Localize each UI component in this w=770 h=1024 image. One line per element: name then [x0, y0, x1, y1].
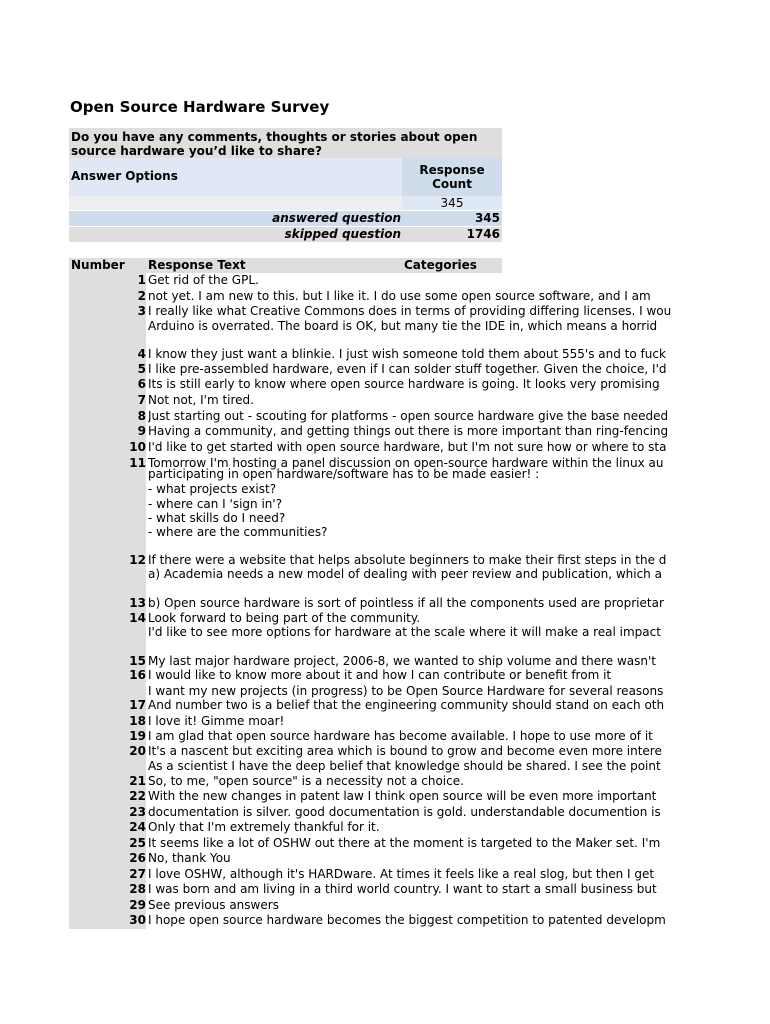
response-text: - where are the communities?: [148, 525, 328, 539]
response-text: I want my new projects (in progress) to be Open Source Hardware for several reasons: [148, 684, 664, 698]
response-text: Just starting out - scouting for platforms - open source hardware give the base needed: [148, 409, 669, 423]
question-text: Do you have any comments, thoughts or stories about open source hardware you’d like to share?: [71, 130, 478, 158]
response-text: I love OSHW, although it's HARDware. At times it feels like a real slog, but then I get: [148, 867, 655, 881]
response-text: Arduino is overrated. The board is OK, but many tie the IDE in, which means a horrid: [148, 319, 658, 333]
response-number: 7: [137, 393, 146, 407]
response-text: As a scientist I have the deep belief that knowledge should be shared. I see the point: [148, 759, 661, 773]
response-text: My last major hardware project, 2006-8, we wanted to ship volume and there wasn't: [148, 654, 656, 668]
skipped-question-label: skipped question: [284, 227, 401, 241]
response-text: Having a community, and getting things out there is more important than ring-fencing: [148, 424, 669, 438]
number-column-header: Number: [71, 258, 125, 272]
response-text: not yet. I am new to this. but I like it. I do use some open source software, and I am: [148, 289, 651, 303]
response-number: 6: [137, 377, 146, 391]
response-text: Get rid of the GPL.: [148, 273, 259, 287]
response-text: No, thank You: [148, 851, 231, 865]
page-title: Open Source Hardware Survey: [70, 98, 330, 116]
answered-question-value: 345: [474, 211, 500, 225]
response-number: 20: [129, 744, 146, 758]
response-text-column-header: Response Text: [148, 258, 246, 272]
response-text: I really like what Creative Commons does in terms of providing differing licenses. I wou: [148, 304, 672, 318]
response-text: So, to me, "open source" is a necessity not a choice.: [148, 774, 464, 788]
response-number: 2: [137, 289, 146, 303]
response-text: It's a nascent but exciting area which is bound to grow and become even more intere: [148, 744, 662, 758]
response-number: 21: [129, 774, 146, 788]
response-number: 30: [129, 913, 146, 927]
response-text: And number two is a belief that the engineering community should stand on each oth: [148, 698, 665, 712]
categories-column-header: Categories: [404, 258, 477, 272]
response-number: 26: [129, 851, 146, 865]
response-number: 22: [129, 789, 146, 803]
response-number: 12: [129, 553, 146, 567]
response-number: 5: [137, 362, 146, 376]
response-text: I am glad that open source hardware has become available. I hope to use more of it: [148, 729, 653, 743]
response-text: a) Academia needs a new model of dealing with peer review and publication, which a: [148, 567, 662, 581]
response-text: I'd like to see more options for hardware at the scale where it will make a real impact: [148, 625, 661, 639]
answered-question-label: answered question: [272, 211, 401, 225]
response-text: I hope open source hardware becomes the biggest competition to patented developm: [148, 913, 666, 927]
response-number: 25: [129, 836, 146, 850]
response-text: I would like to know more about it and how I can contribute or benefit from it: [148, 668, 612, 682]
response-number: 4: [137, 347, 146, 361]
response-number: 8: [137, 409, 146, 423]
response-text: I love it! Gimme moar!: [148, 714, 285, 728]
response-text: See previous answers: [148, 898, 279, 912]
response-text: I know they just want a blinkie. I just wish someone told them about 555's and to fuck: [148, 347, 666, 361]
response-text: Tomorrow I'm hosting a panel discussion on open-source hardware within the linux au: [148, 456, 664, 470]
response-text: I'd like to get started with open source hardware, but I'm not sure how or where to sta: [148, 440, 667, 454]
answer-options-label: Answer Options: [71, 169, 178, 183]
response-number: 9: [137, 424, 146, 438]
response-number: 10: [129, 440, 146, 454]
response-number: 18: [129, 714, 146, 728]
response-number: 14: [129, 611, 146, 625]
response-number: 16: [129, 668, 146, 682]
response-text: - what skills do I need?: [148, 511, 286, 525]
response-number: 13: [129, 596, 146, 610]
response-text: Its is still early to know where open source hardware is going. It looks very promising: [148, 377, 660, 391]
response-text: It seems like a lot of OSHW out there at the moment is targeted to the Maker set. I'm: [148, 836, 661, 850]
response-text: participating in open hardware/software has to be made easier! :: [148, 467, 540, 481]
response-text: Look forward to being part of the community.: [148, 611, 421, 625]
response-text: Not not, I'm tired.: [148, 393, 254, 407]
response-number: 24: [129, 820, 146, 834]
response-number: 3: [137, 304, 146, 318]
response-number: 1: [137, 273, 146, 287]
response-number: 29: [129, 898, 146, 912]
response-number: 17: [129, 698, 146, 712]
response-text: b) Open source hardware is sort of pointless if all the components used are proprietar: [148, 596, 664, 610]
response-number: 19: [129, 729, 146, 743]
response-text: I like pre-assembled hardware, even if I can solder stuff together. Given the choice, I'd: [148, 362, 667, 376]
response-number: 15: [129, 654, 146, 668]
response-count-label: Response Count: [419, 163, 485, 191]
response-number: 11: [129, 456, 146, 470]
response-text: I was born and am living in a third world country. I want to start a small business but: [148, 882, 657, 896]
response-text: documentation is silver. good documentation is gold. understandable documention is: [148, 805, 661, 819]
response-text: Only that I'm extremely thankful for it.: [148, 820, 380, 834]
response-text: With the new changes in patent law I think open source will be even more important: [148, 789, 657, 803]
response-text: If there were a website that helps absolute beginners to make their first steps in the d: [148, 553, 667, 567]
response-number: 23: [129, 805, 146, 819]
skipped-question-value: 1746: [466, 227, 500, 241]
response-number: 28: [129, 882, 146, 896]
response-count-value: 345: [402, 196, 502, 210]
response-text: - where can I 'sign in'?: [148, 497, 283, 511]
response-number: 27: [129, 867, 146, 881]
response-text: - what projects exist?: [148, 482, 277, 496]
